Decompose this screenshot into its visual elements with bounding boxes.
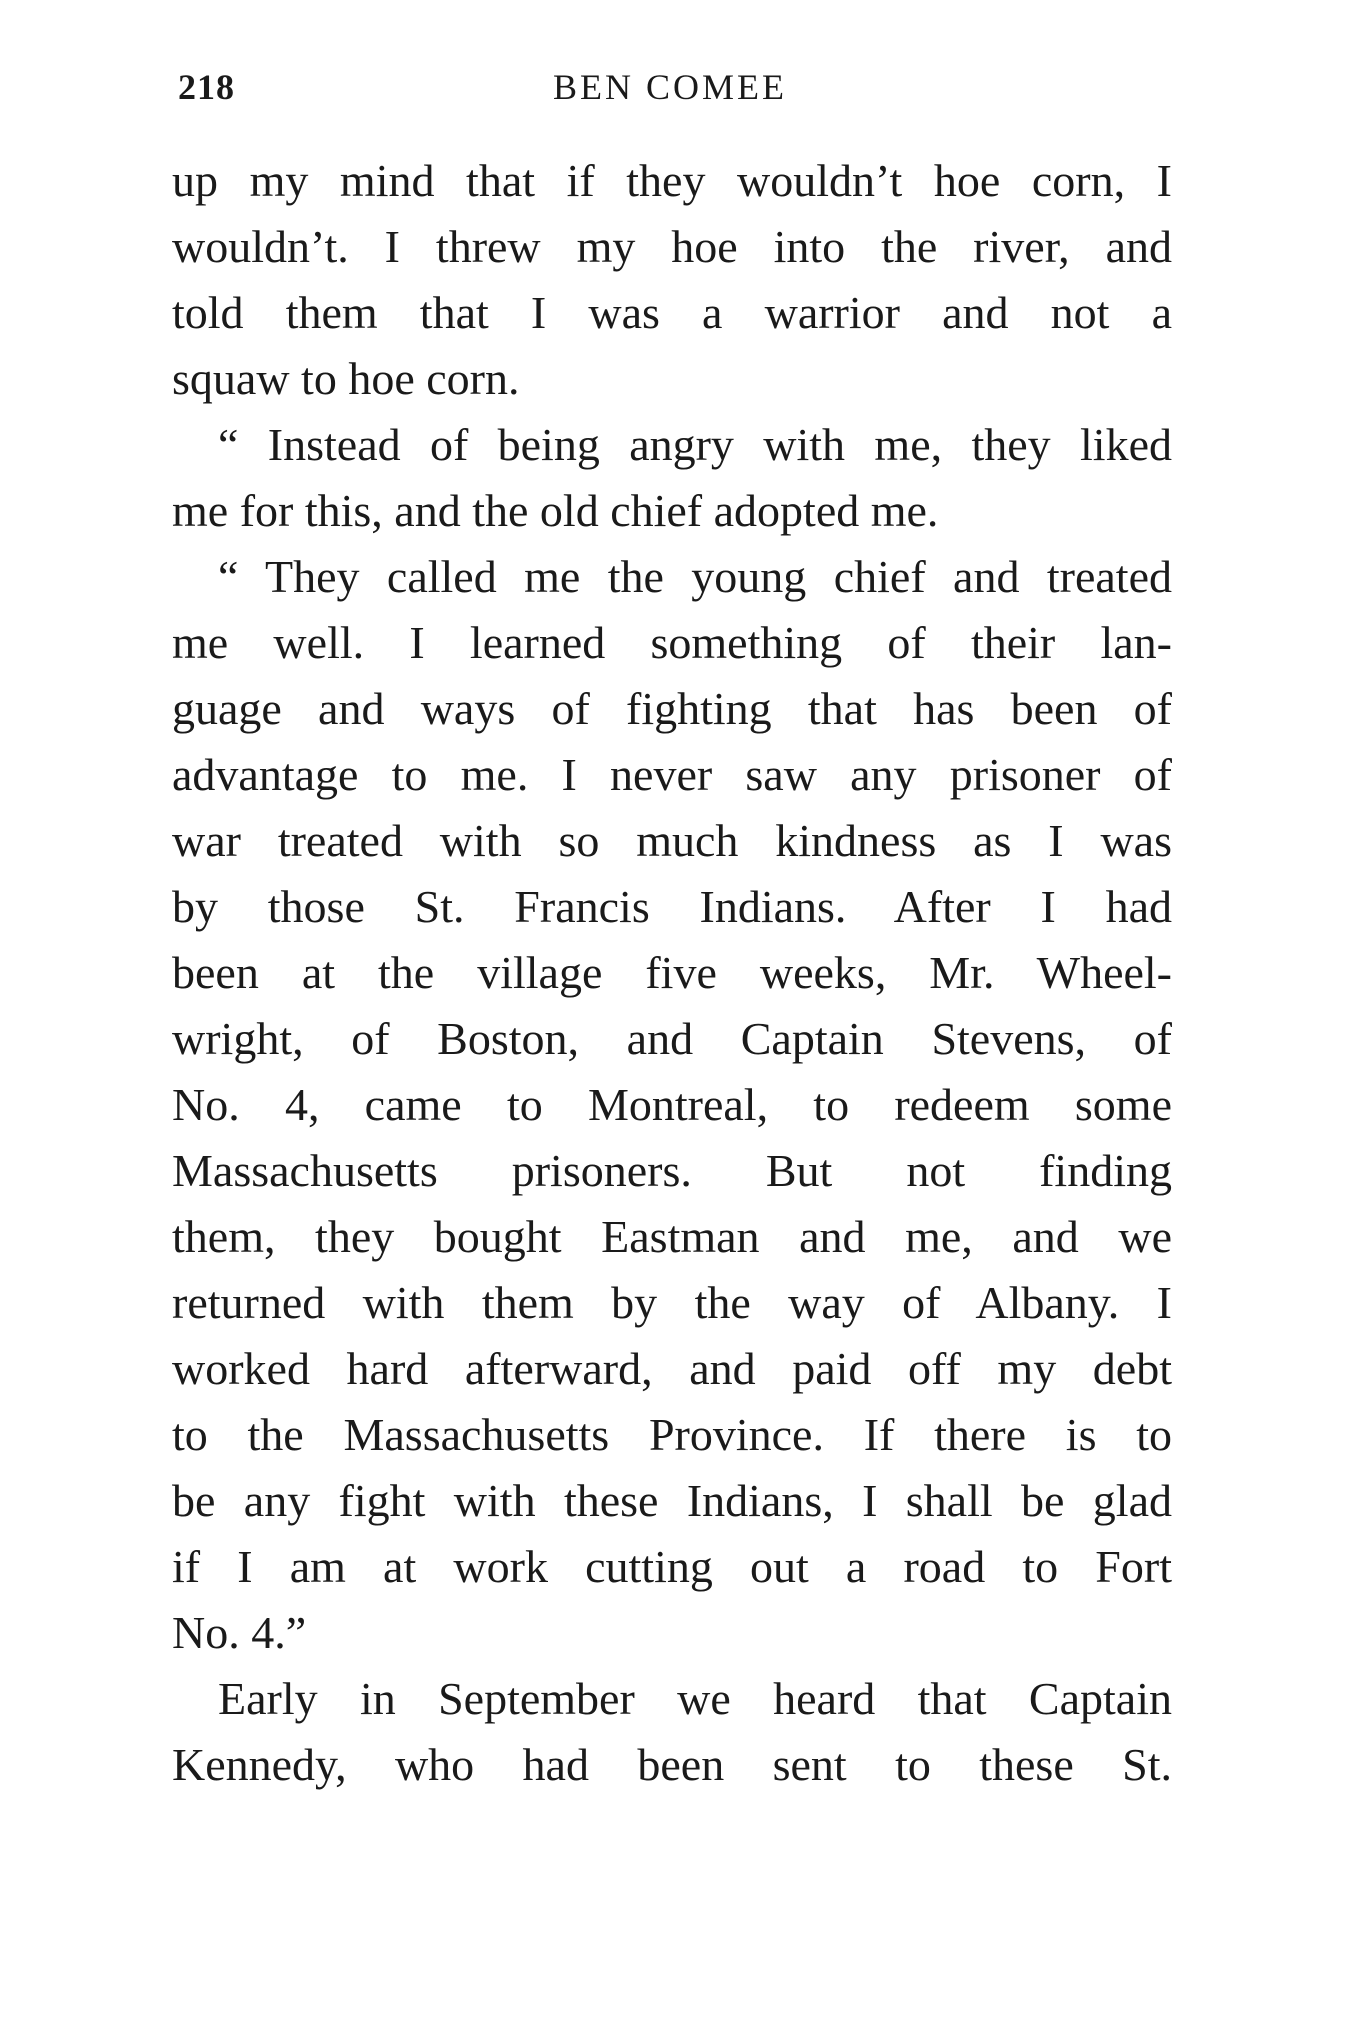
text-line: squaw to hoe corn. xyxy=(172,353,520,404)
text-line: “ Instead of being angry with me, they liked xyxy=(218,419,1172,470)
paragraph xyxy=(172,148,1172,412)
text-line: to the Massachusetts Province. If there is to xyxy=(172,1409,1172,1460)
text-line: Kennedy, who had been sent to these St. xyxy=(172,1739,1172,1790)
text-line: me well. I learned something of their lan- xyxy=(172,617,1172,668)
text-line: guage and ways of fighting that has been of xyxy=(172,683,1172,734)
text-line: if I am at work cutting out a road to Fort xyxy=(172,1541,1172,1592)
text-line: be any fight with these Indians, I shall be glad xyxy=(172,1475,1172,1526)
text-line: war treated with so much kindness as I was xyxy=(172,815,1172,866)
text-line: “ They called me the young chief and treated xyxy=(218,551,1172,602)
text-line: been at the village five weeks, Mr. Wheel- xyxy=(172,947,1172,998)
text-line: me for this, and the old chief adopted me. xyxy=(172,485,939,536)
text-line: wouldn’t. I threw my hoe into the river, and xyxy=(172,221,1172,272)
text-line: wright, of Boston, and Captain Stevens, of xyxy=(172,1013,1172,1064)
text-line: by those St. Francis Indians. After I had xyxy=(172,881,1172,932)
text-line: told them that I was a warrior and not a xyxy=(172,287,1172,338)
text-line: them, they bought Eastman and me, and we xyxy=(172,1211,1172,1262)
text-line: Early in September we heard that Captain xyxy=(218,1673,1172,1724)
text-line: worked hard afterward, and paid off my debt xyxy=(172,1343,1172,1394)
paragraph xyxy=(172,544,1172,1666)
paragraph xyxy=(172,1666,1172,1798)
page-number: 218 xyxy=(178,67,235,107)
text-line: Massachusetts prisoners. But not finding xyxy=(172,1145,1172,1196)
text-line: up my mind that if they wouldn’t hoe corn, I xyxy=(172,155,1172,206)
text-line: No. 4.” xyxy=(172,1607,307,1658)
running-title: BEN COMEE xyxy=(553,67,787,107)
text-line: returned with them by the way of Albany. I xyxy=(172,1277,1172,1328)
paragraph xyxy=(172,412,1172,544)
running-head xyxy=(170,66,1170,116)
text-line: No. 4, came to Montreal, to redeem some xyxy=(172,1079,1172,1130)
body-text xyxy=(172,148,1172,1798)
text-line: advantage to me. I never saw any prisoner of xyxy=(172,749,1172,800)
